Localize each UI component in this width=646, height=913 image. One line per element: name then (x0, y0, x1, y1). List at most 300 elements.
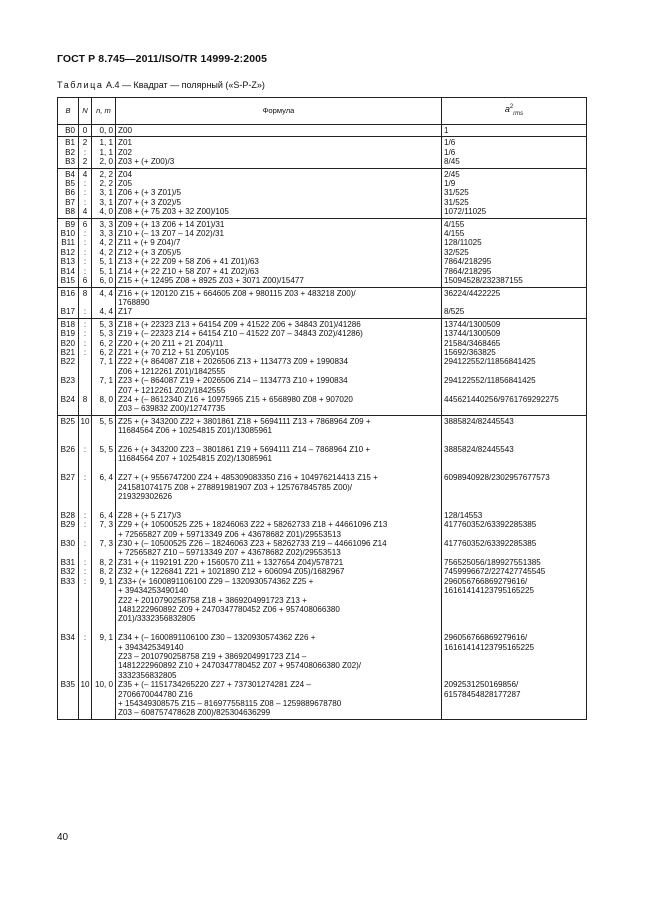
cell-line: 8/525 (444, 307, 465, 317)
cell-line: 2706670044780 Z16 (118, 689, 193, 699)
cell-a (442, 168, 587, 218)
cell-line (94, 386, 113, 395)
cell-line: 5, 1 (99, 257, 113, 267)
cell-line: B35 (60, 680, 75, 690)
cell-line (94, 483, 113, 492)
cell-line: : (83, 539, 87, 549)
cell-line (80, 426, 90, 435)
cell-line (94, 671, 113, 680)
cell-line: 6, 0 (99, 276, 113, 286)
cell-line: Z27 + (+ 9556747200 Z24 + 485309083350 Z16 + 104976214413 Z15 + (118, 473, 378, 483)
cell-line (60, 492, 75, 501)
cell-line: Z34 + (– 1600891106100 Z30 – 1320930574362 Z26 + (118, 633, 316, 643)
cell-line (94, 614, 113, 623)
cell-line (444, 483, 584, 492)
cell-line (80, 671, 90, 680)
cell-line: B1 (65, 138, 75, 148)
cell-line: B2 (65, 147, 75, 157)
cell-line (94, 464, 113, 473)
cell-line: : (83, 147, 87, 157)
cell-line (444, 596, 584, 605)
cell-line: 6, 2 (99, 338, 113, 348)
cell-line: 31/525 (444, 197, 469, 207)
cell-a (442, 218, 587, 287)
cell-line: 296056766869279616/ (444, 576, 528, 586)
cell-line (80, 548, 90, 557)
cell-line: 7459996672/227427745545 (444, 567, 546, 577)
cell-line: Z25 + (+ 343200 Z22 + 3801861 Z18 + 5694111 Z13 + 7868964 Z09 + (118, 416, 371, 426)
cell-line (80, 690, 90, 699)
cell-line: Z03 – 608757478628 Z00)/825304636299 (118, 708, 271, 718)
cell-line (94, 298, 113, 307)
cell-f (116, 168, 442, 218)
cell-line: Z24 + (– 8612340 Z16 + 10975965 Z15 + 6568980 Z08 + 907020 (118, 394, 353, 404)
cell-line: B25 (60, 416, 75, 426)
cell-line (444, 367, 584, 376)
cell-line: 4, 2 (99, 247, 113, 257)
cell-line (80, 624, 90, 633)
cell-line: : (83, 473, 87, 483)
cell-line: : (83, 338, 87, 348)
cell-nm (92, 137, 116, 168)
cell-line: B11 (61, 238, 75, 248)
cell-line: : (83, 319, 87, 329)
cell-line: + 3943425349140 (118, 642, 184, 652)
cell-line: Z04 (118, 169, 132, 179)
table-row-group (58, 168, 587, 218)
col-header-formula: Формула (116, 98, 442, 125)
cell-line: 2 (82, 157, 88, 167)
cell-line: 15094528/232387155 (444, 276, 523, 286)
cell-line (80, 699, 90, 708)
cell-a (442, 137, 587, 168)
cell-line: 3885824/82445543 (444, 416, 514, 426)
cell-line (118, 624, 439, 633)
cell-line: B22 (60, 357, 75, 367)
cell-line (94, 436, 113, 445)
cell-line (80, 708, 90, 717)
cell-line: 10 (80, 416, 90, 426)
cell-line (60, 386, 75, 395)
cell-line (444, 661, 584, 670)
cell-line: B23 (60, 376, 75, 386)
cell-line: Z21 + (+ 70 Z12 + 51 Z05)/105 (118, 347, 229, 357)
cell-line (60, 605, 75, 614)
cell-n (79, 168, 92, 218)
cell-line: : (83, 567, 87, 577)
cell-line: 128/14553 (444, 510, 483, 520)
cell-line: Z33+ (+ 1600891106100 Z29 – 1320930574362 Z25 + (118, 576, 314, 586)
cell-line: B18 (60, 319, 75, 329)
cell-line: : (83, 179, 87, 189)
cell-line: 61578454828177287 (444, 689, 521, 699)
cell-nm (92, 415, 116, 719)
cell-line: B4 (65, 169, 75, 179)
cell-line (94, 454, 113, 463)
col-header-nm: n, m (92, 98, 116, 125)
cell-n (79, 415, 92, 719)
cell-line (444, 386, 584, 395)
cell-line: 1768890 (118, 297, 150, 307)
cell-line: 1/9 (444, 179, 456, 189)
cell-line: 294122552/11856841425 (444, 357, 536, 367)
cell-f (116, 125, 442, 137)
cell-line: Z01 (118, 138, 132, 148)
cell-line: B24 (60, 394, 75, 404)
cell-line: : (83, 238, 87, 248)
cell-line: B32 (60, 567, 75, 577)
cell-line (80, 501, 90, 510)
cell-line: 241581074175 Z08 + 278891981907 Z03 + 125767845785 Z00)/ (118, 482, 353, 492)
cell-line: B9 (65, 219, 75, 229)
cell-line: B17 (60, 307, 75, 317)
cell-line: : (83, 445, 87, 454)
cell-line (60, 624, 75, 633)
cell-b (58, 168, 79, 218)
cell-line (94, 624, 113, 633)
cell-b (58, 125, 79, 137)
cell-line (94, 586, 113, 595)
col-header-b: B (58, 98, 79, 125)
cell-line: Z01)/3332356832805 (118, 614, 196, 624)
cell-line (60, 643, 75, 652)
cell-line: : (83, 633, 87, 643)
cell-line: B29 (60, 520, 75, 530)
cell-line: 10, 0 (94, 680, 113, 690)
cell-line: 8 (82, 394, 88, 404)
cell-n (79, 287, 92, 318)
cell-line (60, 596, 75, 605)
cell-line (444, 492, 584, 501)
table-row-group (58, 287, 587, 318)
cell-line: Z19 + (– 22323 Z14 + 64154 Z10 – 41522 Z07 – 34843 Z02)/41286) (118, 329, 363, 339)
cell-line: 296056766869279616/ (444, 633, 528, 643)
cell-line: 13744/1300509 (444, 329, 501, 339)
cell-line (94, 690, 113, 699)
cell-line: Z12 + (+ 3 Z05)/5 (118, 247, 181, 257)
cell-f (116, 218, 442, 287)
cell-line: 1, 1 (99, 138, 113, 148)
cell-line (118, 436, 439, 445)
cell-line (444, 404, 584, 413)
cell-line: Z14 + (+ 22 Z10 + 58 Z07 + 41 Z02)/63 (118, 266, 259, 276)
cell-line (60, 661, 75, 670)
cell-line: B15 (60, 276, 75, 286)
cell-line (94, 596, 113, 605)
cell-line: 7864/218295 (444, 266, 492, 276)
cell-line: Z26 + (+ 343200 Z23 – 3801861 Z19 + 5694111 Z14 – 7868964 Z10 + (118, 445, 371, 454)
cell-line: 16161414123795165225 (444, 642, 535, 652)
cell-line: Z03 – 639832 Z00)/12747735 (118, 404, 226, 414)
cell-line: Z06 + (+ 3 Z01)/5 (118, 188, 181, 198)
cell-line: 4 (82, 207, 88, 217)
cell-line: 2, 0 (99, 157, 113, 167)
cell-line: 6, 4 (99, 510, 113, 520)
cell-line: 756525056/189927551385 (444, 557, 541, 567)
cell-line: 2 (82, 138, 88, 148)
cell-line: B27 (60, 473, 75, 483)
cell-line: Z08 + (+ 75 Z03 + 32 Z00)/105 (118, 207, 229, 217)
cell-line: Z32 + (+ 1226841 Z21 + 1021890 Z12 + 606094 Z05)/1682967 (118, 567, 345, 577)
cell-line: 3332356832805 (118, 670, 177, 680)
cell-f (116, 318, 442, 415)
cell-line: B14 (60, 266, 75, 276)
cell-line (80, 605, 90, 614)
cell-line: 7, 3 (99, 520, 113, 530)
cell-line: 3, 1 (99, 188, 113, 198)
cell-line: : (83, 257, 87, 267)
cell-line: 11684564 Z06 + 10254815 Z01)/13085961 (118, 426, 272, 436)
cell-b (58, 218, 79, 287)
cell-line: 1 (444, 126, 449, 135)
cell-line (80, 483, 90, 492)
cell-line (444, 426, 584, 435)
cell-line (60, 614, 75, 623)
cell-line (60, 548, 75, 557)
cell-line (94, 367, 113, 376)
cell-line: 1, 1 (99, 147, 113, 157)
cell-line: 8, 0 (99, 394, 113, 404)
cell-line (60, 708, 75, 717)
cell-line: Z16 + (+ 120120 Z15 + 664605 Z08 + 980115 Z03 + 483218 Z00)/ (118, 288, 356, 298)
cell-line (80, 643, 90, 652)
cell-line: 0, 0 (99, 126, 113, 135)
cell-line: B30 (60, 539, 75, 549)
cell-line (60, 426, 75, 435)
cell-n (79, 218, 92, 287)
cell-n (79, 137, 92, 168)
cell-line: 445621440256/9761769292275 (444, 394, 559, 404)
cell-line (444, 671, 584, 680)
cell-line: 7, 3 (99, 539, 113, 549)
cell-line: Z28 + (+ 5 Z17)/3 (118, 510, 181, 520)
table-caption (57, 80, 265, 90)
cell-line: 6 (82, 219, 88, 229)
cell-line: B5 (65, 179, 75, 189)
cell-line: Z09 + (+ 13 Z06 + 14 Z01)/31 (118, 219, 225, 229)
cell-line (94, 501, 113, 510)
cell-line: 1481222960892 Z09 + 2470347780452 Z06 + 957408066380 (118, 604, 340, 614)
cell-line: B21 (60, 347, 75, 357)
cell-line: B3 (65, 157, 75, 167)
cell-line: 2/45 (444, 169, 460, 179)
col-header-n: N (79, 98, 92, 125)
cell-line: B0 (65, 126, 75, 135)
cell-line (94, 548, 113, 557)
cell-line (444, 464, 584, 473)
cell-line: Z31 + (+ 1192191 Z20 + 1560570 Z11 + 1327654 Z04)/578721 (118, 557, 344, 567)
cell-line (94, 643, 113, 652)
cell-line: 2, 2 (99, 179, 113, 189)
cell-line: Z07 + 1212261 Z02)/1842555 (118, 385, 226, 395)
cell-line: 1481222960892 Z10 + 2470347780452 Z07 + 957408066380 Z02)/ (118, 661, 362, 671)
cell-line: Z07 + (+ 3 Z02)/5 (118, 197, 181, 207)
cell-line (444, 454, 584, 463)
cell-line (60, 699, 75, 708)
cell-line: + 72565827 Z09 + 59713349 Z06 + 43678682 Z01)/29553513 (118, 529, 341, 539)
cell-line: B20 (60, 338, 75, 348)
cell-line (80, 454, 90, 463)
cell-a (442, 318, 587, 415)
cell-line: 6, 2 (99, 347, 113, 357)
cell-line: : (83, 329, 87, 339)
cell-line (60, 298, 75, 307)
cell-line: B13 (60, 257, 75, 267)
cell-line: 7, 1 (99, 376, 113, 386)
cell-line: 4, 4 (99, 288, 113, 298)
cell-line: B34 (60, 633, 75, 643)
cell-line: 4, 4 (99, 307, 113, 317)
cell-line: 8/45 (444, 157, 460, 167)
cell-line: : (83, 188, 87, 198)
cell-line (444, 652, 584, 661)
cell-line (60, 483, 75, 492)
cell-nm (92, 168, 116, 218)
cell-line: Z10 + (– 13 Z07 – 14 Z02)/31 (118, 229, 224, 239)
cell-line: 9, 1 (99, 576, 113, 586)
cell-b (58, 415, 79, 719)
cell-line: Z29 + (+ 10500525 Z25 + 18246063 Z22 + 58262733 Z18 + 44661096 Z13 (118, 520, 388, 530)
cell-line: 2092531250169856/ (444, 680, 519, 690)
cell-line (444, 699, 584, 708)
cell-line (80, 530, 90, 539)
cell-line (94, 605, 113, 614)
cell-line (80, 367, 90, 376)
cell-line (80, 357, 90, 366)
cell-line: : (83, 197, 87, 207)
cell-line (94, 530, 113, 539)
cell-a (442, 287, 587, 318)
cell-n (79, 125, 92, 137)
cell-line (80, 436, 90, 445)
cell-line: 1/6 (444, 138, 456, 148)
cell-line: 31/525 (444, 188, 469, 198)
cell-f (116, 415, 442, 719)
cell-line: B12 (60, 247, 75, 257)
cell-line: B16 (60, 288, 75, 298)
cell-line: 6 (82, 276, 88, 286)
cell-line: Z30 + (– 10500525 Z26 – 18246063 Z23 + 58262733 Z19 – 44661096 Z14 (118, 539, 387, 549)
cell-b (58, 318, 79, 415)
cell-line (60, 530, 75, 539)
page-number: 40 (57, 832, 69, 843)
cell-line (444, 501, 584, 510)
cell-line: Z23 + (– 864087 Z19 + 2026506 Z14 – 1134773 Z10 + 1990834 (118, 376, 348, 386)
cell-line (80, 298, 90, 307)
cell-line: 4/155 (444, 229, 465, 239)
cell-line: 21584/3468465 (444, 338, 501, 348)
cell-b (58, 137, 79, 168)
cell-line: 0 (82, 126, 88, 135)
cell-a (442, 125, 587, 137)
cell-line: 3, 3 (99, 229, 113, 239)
cell-line (60, 652, 75, 661)
cell-line (94, 708, 113, 717)
cell-line: Z35 + (– 1151734265220 Z27 + 737301274281 Z24 – (118, 680, 311, 690)
cell-line: 6, 4 (99, 473, 113, 483)
cell-line: Z02 (118, 147, 132, 157)
cell-line: Z05 (118, 179, 132, 189)
cell-line: B6 (65, 188, 75, 198)
cell-line: 1/6 (444, 147, 456, 157)
cell-line: : (83, 557, 87, 567)
cell-f (116, 137, 442, 168)
cell-line: B19 (60, 329, 75, 339)
table-row-group (58, 125, 587, 137)
cell-line: + 39434253490140 (118, 586, 188, 596)
cell-line: 5, 5 (99, 445, 113, 454)
cell-line: 5, 1 (99, 266, 113, 276)
cell-line: Z06 + 1212261 Z01)/1842555 (118, 366, 226, 376)
cell-line: Z15 + (+ 12495 Z08 + 8925 Z03 + 3071 Z00)/15477 (118, 276, 304, 286)
cell-nm (92, 218, 116, 287)
cell-nm (92, 287, 116, 318)
cell-line: 11684564 Z07 + 10254815 Z02)/13085961 (118, 454, 272, 464)
cell-line: 128/11025 (444, 238, 482, 248)
cell-line: 4, 2 (99, 238, 113, 248)
cell-line: B28 (60, 510, 75, 520)
cell-line: : (83, 307, 87, 317)
cell-line: + 154349308575 Z15 – 816977558115 Z08 – 1259889678780 (118, 698, 342, 708)
cell-line: 13744/1300509 (444, 319, 501, 329)
cell-line (94, 699, 113, 708)
cell-line (80, 404, 90, 413)
cell-line (444, 614, 584, 623)
cell-line: 15692/363825 (444, 347, 496, 357)
cell-line (444, 605, 584, 614)
cell-line: 10 (80, 680, 90, 690)
cell-n (79, 318, 92, 415)
cell-line (94, 492, 113, 501)
a-superscript: 2 (509, 103, 514, 110)
a-subscript: rms (513, 110, 524, 117)
table-row-group (58, 137, 587, 168)
cell-line: 9, 1 (99, 633, 113, 643)
col-header-a2rms (442, 98, 587, 125)
cell-line (94, 661, 113, 670)
cell-line: 4, 0 (99, 207, 113, 217)
table-row-group (58, 318, 587, 415)
cell-line: Z00 (118, 126, 132, 135)
cell-line: B8 (65, 207, 75, 217)
cell-line: B33 (60, 576, 75, 586)
cell-line: 32/525 (444, 247, 469, 257)
cell-line: + 72565827 Z10 – 59713349 Z07 + 43678682 Z02)/29553513 (118, 548, 341, 558)
cell-a (442, 415, 587, 719)
cell-line: Z22 + (+ 864087 Z18 + 2026506 Z13 + 1134773 Z09 + 1990834 (118, 357, 349, 367)
caption-prefix: Таблица (57, 80, 104, 90)
cell-line: 7864/218295 (444, 257, 492, 267)
cell-line: 417760352/63392285385 (444, 539, 537, 549)
cell-line (80, 596, 90, 605)
a-symbol: a (504, 103, 510, 114)
cell-line: 5, 3 (99, 319, 113, 329)
table-row-group (58, 218, 587, 287)
cell-line (118, 501, 439, 510)
cell-line (60, 501, 75, 510)
cell-line: 417760352/63392285385 (444, 520, 537, 530)
cell-line (80, 464, 90, 473)
cell-line: 8, 2 (99, 557, 113, 567)
cell-line (60, 690, 75, 699)
cell-line (80, 614, 90, 623)
cell-line (80, 386, 90, 395)
cell-line: 219329302626 (118, 492, 173, 502)
cell-line: Z18 + (+ 22323 Z13 + 64154 Z09 + 41522 Z06 + 34843 Z01)/41286 (118, 319, 361, 329)
cell-line (60, 464, 75, 473)
cell-line (118, 464, 439, 473)
cell-nm (92, 125, 116, 137)
